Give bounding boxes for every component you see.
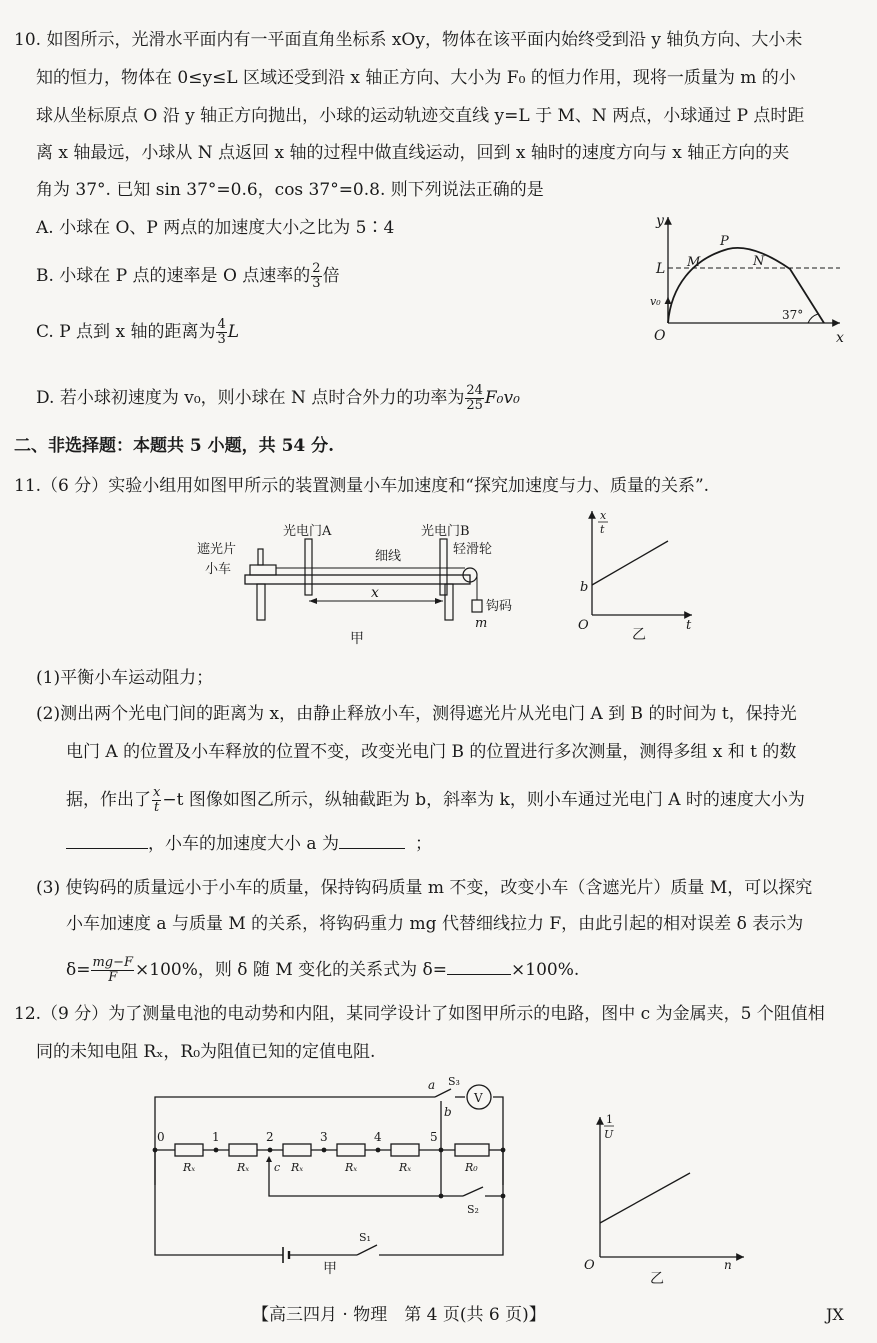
q11-delta-fraction <box>91 956 134 985</box>
q11-x-over-t-fraction <box>152 786 161 815</box>
q11-part-2-line-4-mid: ，小车的加速度大小 a 为 <box>148 834 339 854</box>
q11-part-3-line-3-mid: ×100%，则 δ 随 M 变化的关系式为 δ= <box>135 960 448 980</box>
switch-s2-blade <box>463 1187 483 1196</box>
page-footer: 【高三四月 · 物理 第 4 页(共 6 页)】 <box>252 1305 546 1325</box>
label-origin: O <box>654 328 666 344</box>
switch-s1-blade <box>357 1245 377 1255</box>
node-dot-0 <box>153 1148 158 1153</box>
resistor-rx-3 <box>283 1144 311 1156</box>
graph-line <box>592 541 668 585</box>
resistor-rx-4 <box>337 1144 365 1156</box>
q11-part-2-line-3-prefix: 据，作出了 <box>66 790 151 810</box>
shade-plate <box>258 549 263 565</box>
label-gate-a: 光电门A <box>283 524 332 539</box>
resistor-rx-2 <box>229 1144 257 1156</box>
fraction-numerator: 2 <box>312 261 321 276</box>
q11-graph-figure <box>570 505 700 645</box>
q11-part-2-line-4 <box>66 832 432 856</box>
graph-n-label: n <box>724 1258 732 1272</box>
fraction-numerator: 24 <box>466 383 483 398</box>
label-shade: 遮光片 <box>197 542 237 557</box>
bottom-wire-left <box>155 1150 283 1255</box>
figure-jia-caption: 甲 <box>350 631 364 647</box>
q10-line-4: 离 x 轴最远，小球从 N 点返回 x 轴的过程中做直线运动，回到 x 轴时的速度方向与 x 轴正方向的夹 <box>36 143 790 163</box>
label-r0: R₀ <box>465 1161 478 1174</box>
q10-option-c-fraction <box>216 318 226 347</box>
resistor-r0 <box>455 1144 489 1156</box>
q11-part-3-line-3 <box>66 956 579 985</box>
label-rx-5: Rₓ <box>399 1161 412 1174</box>
label-pulley: 轻滑轮 <box>453 542 493 557</box>
q10-option-d-text: D. 若小球初速度为 v₀，则小球在 N 点时合外力的功率为 <box>36 388 465 408</box>
q11-part-3-line-1: (3) 使钩码的质量远小于小车的质量，保持钩码质量 m 不变，改变小车（含遮光片）质量 M，可以探究 <box>36 878 813 898</box>
q10-option-d-fraction <box>465 384 484 413</box>
node-label-0: 0 <box>157 1130 165 1144</box>
s2-wire-right <box>485 1150 503 1196</box>
circuit-caption: 甲 <box>323 1261 337 1277</box>
answer-blank-delta[interactable] <box>447 958 511 975</box>
fraction-denominator: 3 <box>217 332 226 347</box>
graph-y-label-numerator: 1 <box>606 1113 613 1126</box>
label-s1: S₁ <box>359 1231 371 1244</box>
label-m: m <box>475 616 488 631</box>
track <box>245 575 470 584</box>
node-dot-s2 <box>439 1194 444 1199</box>
label-b: b <box>444 1105 452 1119</box>
q10-option-b-fraction <box>311 262 321 291</box>
q11-part-2-line-4-end: ； <box>414 834 432 854</box>
q10-option-d <box>36 384 520 413</box>
node-dot-right <box>501 1148 506 1153</box>
track-leg-right <box>445 584 453 620</box>
node-label-1: 1 <box>212 1130 220 1144</box>
graph-origin: O <box>578 618 589 633</box>
answer-blank-acceleration[interactable] <box>339 832 405 849</box>
track-leg-left <box>257 584 265 620</box>
q10-option-c-text: C. P 点到 x 轴的距离为 <box>36 322 216 342</box>
label-s2: S₂ <box>467 1203 479 1216</box>
bottom-wire-right <box>379 1196 503 1255</box>
label-rx-2: Rₓ <box>237 1161 250 1174</box>
fraction-denominator: 25 <box>466 398 483 413</box>
q11-delta-prefix: δ= <box>66 960 91 980</box>
q10-option-b-suffix: 倍 <box>322 266 340 286</box>
fraction-numerator: x <box>153 785 161 800</box>
node-dot-1 <box>214 1148 219 1153</box>
q11-part-2-line-2: 电门 A 的位置及小车释放的位置不变，改变光电门 B 的位置进行多次测量，测得多组 x 和 t 的数 <box>66 742 797 762</box>
node-dot-s2-right <box>501 1194 506 1199</box>
label-x-distance: x <box>371 585 379 601</box>
q12-line-1: 12.（9 分）为了测量电池的电动势和内阻，某同学设计了如图甲所示的电路，图中 c 为金属夹，5 个阻值相 <box>14 1004 825 1024</box>
graph-line <box>600 1173 690 1223</box>
graph-t-label: t <box>686 618 692 633</box>
graph-intercept-b: b <box>580 580 589 595</box>
cart <box>250 565 276 575</box>
label-L: L <box>656 261 666 277</box>
q11-part-3-line-3-end: ×100%. <box>511 960 580 980</box>
q11-part-3-line-2: 小车加速度 a 与质量 M 的关系，将钩码重力 mg 代替细线拉力 F，由此引起的相对误差 δ 表示为 <box>66 914 804 934</box>
node-label-4: 4 <box>374 1130 382 1144</box>
q11-part-1: (1)平衡小车运动阻力； <box>36 668 214 688</box>
photogate-a <box>305 539 312 595</box>
top-wire-right <box>493 1097 503 1185</box>
label-c: c <box>274 1161 281 1174</box>
fraction-denominator: t <box>154 800 160 815</box>
q10-option-c-suffix: L <box>227 322 240 342</box>
q12-graph-figure <box>578 1105 748 1285</box>
q10-option-b-text: B. 小球在 P 点的速率是 O 点速率的 <box>36 266 311 286</box>
node-label-2: 2 <box>266 1130 274 1144</box>
q10-line-3: 球从坐标原点 O 沿 y 轴正方向抛出，小球的运动轨迹交直线 y=L 于 M、N 两点，小球通过 P 点时距 <box>36 106 805 126</box>
label-rx-1: Rₓ <box>183 1161 196 1174</box>
q10-trajectory-figure <box>640 205 860 355</box>
node-label-5: 5 <box>430 1130 438 1144</box>
node-dot-3 <box>322 1148 327 1153</box>
q10-option-d-suffix: F₀v₀ <box>484 388 520 408</box>
q11-part-2-line-3 <box>66 786 805 815</box>
q11-part-2-line-1: (2)测出两个光电门间的距离为 x，由静止释放小车，测得遮光片从光电门 A 到 B 的时间为 t，保持光 <box>36 704 797 724</box>
q10-line-5: 角为 37°. 已知 sin 37°=0.6，cos 37°=0.8. 则下列说法正确的是 <box>36 180 544 200</box>
node-dot-5 <box>439 1148 444 1153</box>
q11-apparatus-figure <box>195 515 515 650</box>
q10-option-c <box>36 318 239 347</box>
q10-option-b <box>36 262 340 291</box>
fraction-denominator: F <box>108 970 118 985</box>
resistor-rx-1 <box>175 1144 203 1156</box>
figure-yi-caption: 乙 <box>632 627 646 643</box>
graph-caption: 乙 <box>650 1271 664 1287</box>
graph-y-label-denominator: t <box>600 523 605 536</box>
label-y: y <box>656 213 664 229</box>
q10-option-a: A. 小球在 O、P 两点的加速度大小之比为 5∶4 <box>36 218 395 238</box>
q11-part-2-line-3-suffix: −t 图像如图乙所示，纵轴截距为 b，斜率为 k，则小车通过光电门 A 时的速度大小为 <box>162 790 805 810</box>
label-rx-3: Rₓ <box>291 1161 304 1174</box>
fraction-numerator: mg−F <box>92 955 134 970</box>
label-string: 细线 <box>375 549 402 564</box>
q12-circuit-figure <box>145 1075 525 1275</box>
node-dot-2 <box>268 1148 273 1153</box>
label-voltmeter: V <box>474 1091 483 1105</box>
label-rx-4: Rₓ <box>345 1161 358 1174</box>
graph-y-label-denominator: U <box>604 1128 614 1141</box>
node-dot-4 <box>376 1148 381 1153</box>
answer-blank-velocity[interactable] <box>66 832 148 849</box>
q10-line-1: 10. 如图所示，光滑水平面内有一平面直角坐标系 xOy，物体在该平面内始终受到沿 y 轴负方向、大小未 <box>14 30 803 50</box>
hook-weight <box>472 600 482 612</box>
fraction-numerator: 4 <box>217 317 226 332</box>
label-P: P <box>720 234 729 249</box>
label-N: N <box>753 254 765 269</box>
label-cart: 小车 <box>205 562 232 577</box>
photogate-b <box>440 539 447 595</box>
label-hook-weight: 钩码 <box>486 599 513 614</box>
clip-c-arrow <box>266 1156 272 1162</box>
footer-code: JX <box>826 1305 844 1324</box>
resistor-rx-5 <box>391 1144 419 1156</box>
graph-origin: O <box>584 1258 595 1273</box>
label-v0: v₀ <box>650 295 661 308</box>
label-x: x <box>836 330 844 346</box>
section-2-heading: 二、非选择题：本题共 5 小题，共 54 分. <box>14 436 335 456</box>
q12-line-2: 同的未知电阻 Rₓ，R₀为阻值已知的定值电阻. <box>36 1042 376 1062</box>
q10-line-2: 知的恒力，物体在 0≤y≤L 区域还受到沿 x 轴正方向、大小为 F₀ 的恒力作用，现将一质量为 m 的小 <box>36 68 796 88</box>
label-M: M <box>687 255 701 270</box>
fraction-denominator: 3 <box>312 276 321 291</box>
label-s3: S₃ <box>448 1075 460 1088</box>
angle-arc <box>808 314 818 323</box>
node-label-3: 3 <box>320 1130 328 1144</box>
label-gate-b: 光电门B <box>421 524 470 539</box>
label-a: a <box>428 1078 436 1092</box>
q11-line-1: 11.（6 分）实验小组用如图甲所示的装置测量小车加速度和“探究加速度与力、质量的关系”. <box>14 476 710 496</box>
label-angle: 37° <box>782 308 804 322</box>
graph-y-label-numerator: x <box>600 509 607 522</box>
switch-s3-blade <box>435 1089 451 1097</box>
